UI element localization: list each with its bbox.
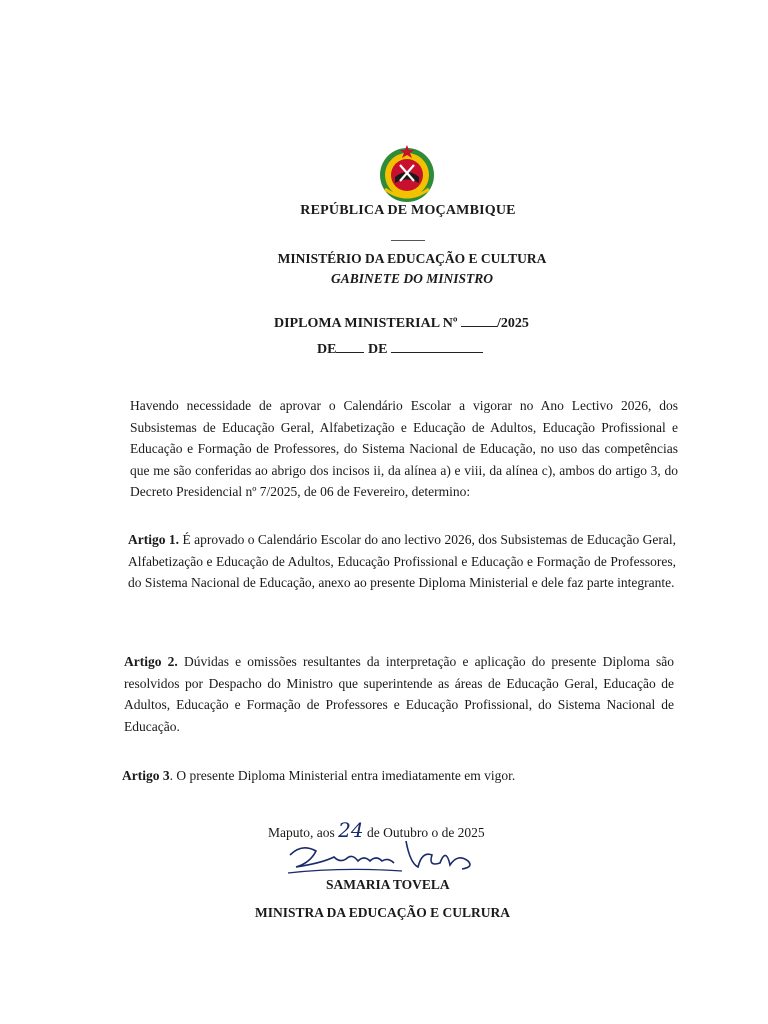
diploma-year: /2025	[497, 316, 529, 331]
month-year-text: de Outubro o de 2025	[366, 825, 485, 840]
date-de-2: DE	[367, 342, 388, 357]
article-1-label: Artigo 1.	[128, 532, 180, 547]
date-de-1: DE	[317, 342, 337, 357]
coat-of-arms-emblem	[376, 143, 438, 205]
diploma-number-blank	[461, 314, 497, 327]
header-divider	[391, 240, 425, 241]
article-2-text: Dúvidas e omissões resultantes da interpretação e aplicação do presente Diploma são resolvidos por Despacho do Ministro que superintende as áreas de Educação Geral, Educação de Adultos, Educação e Formação de Professores e Educação Profissional, do Sistema Nacional de Educação.	[124, 654, 674, 734]
article-3-label: Artigo 3	[122, 768, 170, 783]
republic-heading: REPÚBLICA DE MOÇAMBIQUE	[300, 203, 516, 218]
preamble-paragraph: Havendo necessidade de aprovar o Calendário Escolar a vigorar no Ano Lectivo 2026, dos Subsistemas de Educação Geral, Alfabetização e Educação de Adultos, Educação Profissional e Educação e Formação de Professores, do Sistema Nacional de Educação, no uso das competências que me são conferidas ao abrigo dos incisos ii, da alínea a) e viii, da alínea c), ambos do artigo 3, do Decreto Presidencial nº 7/2025, de 06 de Fevereiro, determino:	[130, 398, 678, 499]
handwritten-day: 24	[338, 818, 364, 842]
date-month-blank	[391, 340, 483, 353]
date-day-blank	[336, 340, 364, 353]
article-3	[122, 765, 682, 787]
article-3-text: . O presente Diploma Ministerial entra imediatamente em vigor.	[169, 768, 516, 783]
article-1-text: É aprovado o Calendário Escolar do ano lectivo 2026, dos Subsistemas de Educação Geral, Alfabetização e Educação de Adultos, Educação Profissional e Educação e Formação de Professores, do Sistema Nacional de Educação, anexo ao presente Diploma Ministerial e dele faz parte integrante.	[128, 532, 676, 590]
signatory-name: SAMARIA TOVELA	[326, 877, 450, 892]
article-2-label: Artigo 2.	[124, 654, 178, 669]
ministry-heading: MINISTÉRIO DA EDUCAÇÃO E CULTURA	[277, 251, 547, 266]
diploma-date-line	[317, 340, 483, 358]
handwritten-signature	[282, 833, 482, 881]
cabinet-heading: GABINETE DO MINISTRO	[330, 271, 494, 286]
place-text: Maputo, aos	[268, 825, 335, 840]
article-1	[128, 529, 676, 594]
diploma-title: DIPLOMA MINISTERIAL Nº	[274, 316, 458, 331]
signatory-title: MINISTRA DA EDUCAÇÃO E CULRURA	[255, 905, 511, 920]
article-2	[124, 651, 674, 737]
diploma-number-line	[274, 314, 529, 332]
